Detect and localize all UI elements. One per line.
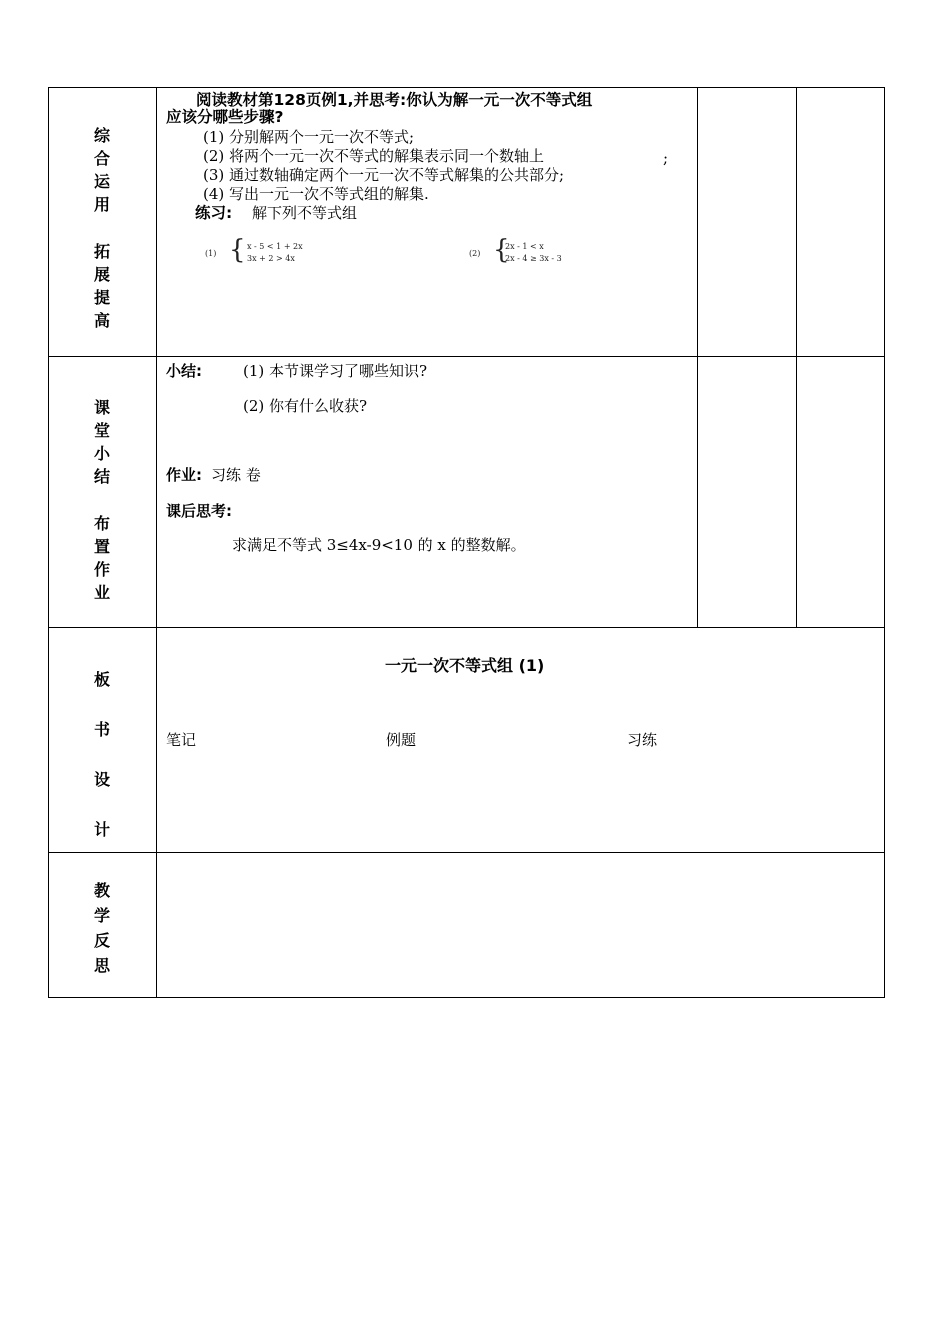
inequality-system-2 <box>469 235 649 267</box>
row-label-teaching-reflection: 教 学 反 思 <box>93 881 110 975</box>
row-label-comprehensive-use: 综 合 运 用 <box>93 126 110 214</box>
table-right-border <box>884 87 885 998</box>
intro-line-1: 阅读教材第128页例1,并思考:你认为解一元一次不等式组 <box>196 91 593 109</box>
summary-label: 小结: <box>166 362 202 380</box>
step-4: (4) 写出一元一次不等式组的解集. <box>203 185 429 203</box>
row-label-board-design: 板 书 设 计 <box>93 670 110 839</box>
system-2-eq-1: 2x - 1 < x <box>505 242 544 251</box>
system-1-eq-1: x - 5 < 1 + 2x <box>247 242 303 251</box>
table-top-border <box>48 87 885 88</box>
practice-label: 练习: <box>195 204 233 222</box>
board-column-examples: 例题 <box>386 731 417 749</box>
row-label-class-summary: 课 堂 小 结 <box>93 398 110 486</box>
summary-question-1: (1) 本节课学习了哪些知识? <box>243 362 428 380</box>
row-divider-1 <box>48 356 885 357</box>
board-column-notes: 笔记 <box>166 731 197 749</box>
homework-label: 作业: <box>166 466 202 484</box>
step-2-end: ; <box>663 149 669 167</box>
board-title: 一元一次不等式组 (1) <box>385 656 545 675</box>
step-2: (2) 将两个一元一次不等式的解集表示同一个数轴上 <box>203 147 545 165</box>
label-column-divider <box>156 87 157 998</box>
step-3: (3) 通过数轴确定两个一元一次不等式解集的公共部分; <box>203 166 565 184</box>
reflection-label: 课后思考: <box>166 502 232 520</box>
practice-text: 解下列不等式组 <box>252 204 358 222</box>
step-1: (1) 分别解两个一元一次不等式; <box>203 128 415 146</box>
notes-column-divider-1 <box>697 87 698 628</box>
inequality-system-1 <box>205 235 385 267</box>
system-2-eq-2: 2x - 4 ≥ 3x - 3 <box>505 254 562 263</box>
homework-text: 习练 卷 <box>211 466 261 484</box>
summary-question-2: (2) 你有什么收获? <box>243 397 368 415</box>
system-1-brace: { <box>229 235 246 265</box>
system-1-number: (1) <box>205 249 217 258</box>
intro-line-2: 应该分哪些步骤? <box>166 108 284 126</box>
system-1-eq-2: 3x + 2 > 4x <box>247 254 295 263</box>
system-2-number: (2) <box>469 249 481 258</box>
system-2-brace: { <box>493 235 510 265</box>
row-divider-3 <box>48 852 885 853</box>
reflection-problem: 求满足不等式 3≤4x-9<10 的 x 的整数解。 <box>232 536 526 554</box>
table-left-border <box>48 87 49 998</box>
row-label-extension: 拓 展 提 高 <box>93 242 110 330</box>
table-bottom-border <box>48 997 885 998</box>
row-divider-2 <box>48 627 885 628</box>
row-label-assign-homework: 布 置 作 业 <box>93 514 110 602</box>
board-column-practice: 习练 <box>627 731 658 749</box>
notes-column-divider-2 <box>796 87 797 628</box>
